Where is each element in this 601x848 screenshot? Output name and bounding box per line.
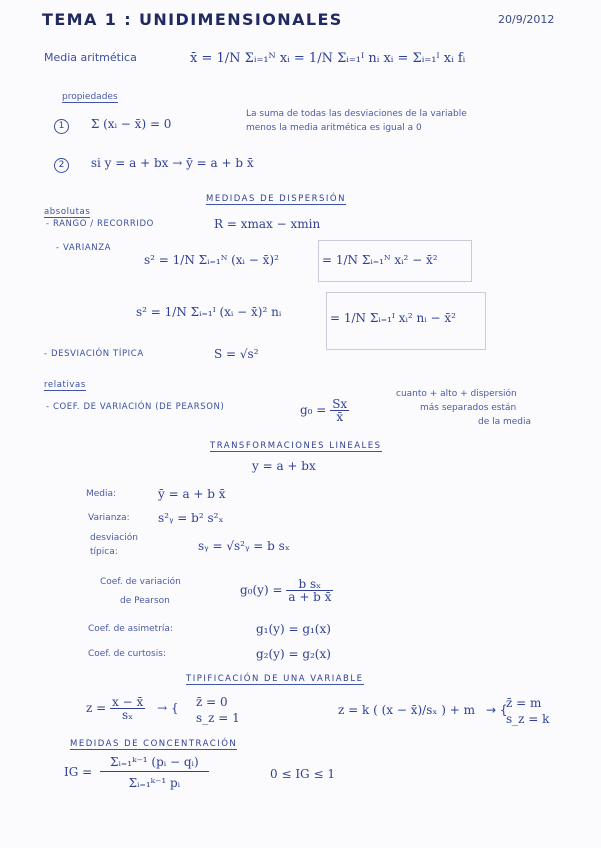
- coef-var-fraction: [286, 578, 333, 603]
- propiedad-1-note-2: menos la media aritmética es igual a 0: [246, 123, 422, 133]
- propiedad-2: [54, 157, 254, 173]
- propiedad-1-note-1: La suma de todas las desviaciones de la variable: [246, 109, 467, 119]
- cv-lhs: g₀ =: [300, 403, 327, 417]
- trans-desviacion-formula: sᵧ = √s²ᵧ = b sₓ: [198, 539, 290, 553]
- coef-var-denominator: a + b x̄: [288, 590, 332, 604]
- zk-formula: z = k ( (x − x̄)/sₓ ) + m: [338, 703, 476, 717]
- varianza-formula-2b: = 1/N Σᵢ₌₁ᴵ xᵢ² nᵢ − x̄²: [330, 311, 456, 325]
- z-formula: z = $\frac{x - x̄}{\text{sₓ}}$ → {: [86, 695, 179, 722]
- varianza-label: - VARIANZA: [56, 243, 112, 253]
- ig-range: 0 ≤ IG ≤ 1: [270, 767, 335, 781]
- trans-media-formula: ȳ = a + b x̄: [158, 487, 226, 501]
- propiedades-label: propiedades: [62, 92, 118, 102]
- z-denominator: sₓ: [122, 708, 134, 722]
- tipificacion-header: TIPIFICACIÓN DE UNA VARIABLE: [186, 674, 364, 684]
- ig-fraction: [100, 756, 209, 789]
- transformaciones-header: TRANSFORMACIONES LINEALES: [210, 441, 382, 451]
- ig-formula: [64, 756, 209, 789]
- cv-note-2: más separados están: [420, 403, 517, 413]
- z-result-2: s_z = 1: [196, 711, 240, 725]
- trans-varianza-label: Varianza:: [88, 513, 130, 523]
- concentracion-header: MEDIDAS DE CONCENTRACIÓN: [70, 739, 238, 749]
- propiedad-1: [54, 118, 171, 134]
- z-lhs: z =: [86, 701, 107, 715]
- z-result-1: z̄ = 0: [196, 695, 228, 709]
- ig-denominator: Σᵢ₌₁ᵏ⁻¹ pᵢ: [128, 776, 181, 790]
- zk-result-1: z̄ = m: [506, 696, 542, 710]
- cv-label: - COEF. DE VARIACIÓN (DE PEARSON): [46, 402, 225, 412]
- varianza-formula-1a: s² = 1/N Σᵢ₌₁ᴺ (xᵢ − x̄)²: [144, 253, 279, 267]
- cv-numerator: Sx: [332, 397, 348, 411]
- ig-lhs: IG =: [64, 765, 93, 779]
- propiedad-2-formula: si y = a + bx → ȳ = a + b x̄: [90, 156, 254, 170]
- varianza-formula-2a: s² = 1/N Σᵢ₌₁ᴵ (xᵢ − x̄)² nᵢ: [136, 305, 282, 319]
- number-badge-2: 2: [54, 158, 69, 173]
- trans-varianza-formula: s²ᵧ = b² s²ₓ: [158, 511, 224, 525]
- cv-denominator: x̄: [336, 410, 344, 424]
- curtosis-formula: g₂(y) = g₂(x): [256, 647, 331, 661]
- absolutas-label: absolutas: [44, 207, 91, 217]
- cv-formula: [300, 398, 349, 423]
- coef-var-lhs: g₀(y) =: [240, 583, 283, 597]
- page-title: TEMA 1 : UNIDIMENSIONALES: [42, 10, 343, 29]
- trans-desviacion-label-2: típica:: [90, 547, 118, 557]
- coef-var-formula: [240, 578, 333, 603]
- coef-var-label-1: Coef. de variación: [100, 577, 181, 587]
- transformacion-eq: y = a + bx: [252, 459, 316, 473]
- media-formula: x̄ = 1/N Σᵢ₌₁ᴺ xᵢ = 1/N Σᵢ₌₁ᴵ nᵢ xᵢ = Σᵢ₌₁ᴵ xᵢ fᵢ: [190, 51, 466, 66]
- trans-media-label: Media:: [86, 489, 117, 499]
- asimetria-formula: g₁(y) = g₁(x): [256, 622, 331, 636]
- ig-numerator: Σᵢ₌₁ᵏ⁻¹ (pᵢ − qᵢ): [100, 756, 209, 772]
- desviacion-label: - DESVIACIÓN TÍPICA: [44, 349, 144, 359]
- date: 20/9/2012: [498, 13, 555, 26]
- cv-note-3: de la media: [478, 417, 532, 427]
- relativas-label: relativas: [44, 380, 86, 390]
- z-fraction: [110, 696, 145, 721]
- desviacion-formula: S = √s²: [214, 347, 259, 361]
- asimetria-label: Coef. de asimetría:: [88, 624, 173, 634]
- cv-note-1: cuanto + alto + dispersión: [396, 389, 517, 399]
- zk-result-2: s_z = k: [506, 712, 550, 726]
- dispersion-header: MEDIDAS DE DISPERSIÓN: [206, 194, 346, 204]
- curtosis-label: Coef. de curtosis:: [88, 649, 166, 659]
- cv-fraction: [330, 398, 349, 423]
- media-label: Media aritmética: [44, 51, 137, 64]
- number-badge-1: 1: [54, 119, 69, 134]
- z-numerator: x − x̄: [112, 695, 144, 709]
- zk-arrow: → {: [486, 703, 508, 717]
- coef-var-numerator: b sₓ: [286, 578, 333, 591]
- rango-label: - RANGO / RECORRIDO: [46, 219, 154, 229]
- varianza-formula-1b: = 1/N Σᵢ₌₁ᴺ xᵢ² − x̄²: [322, 253, 438, 267]
- rango-formula: R = xmax − xmin: [214, 217, 321, 231]
- trans-desviacion-label-1: desviación: [90, 533, 138, 543]
- coef-var-label-2: de Pearson: [120, 596, 170, 606]
- propiedad-1-formula: Σ (xᵢ − x̄) = 0: [90, 117, 172, 131]
